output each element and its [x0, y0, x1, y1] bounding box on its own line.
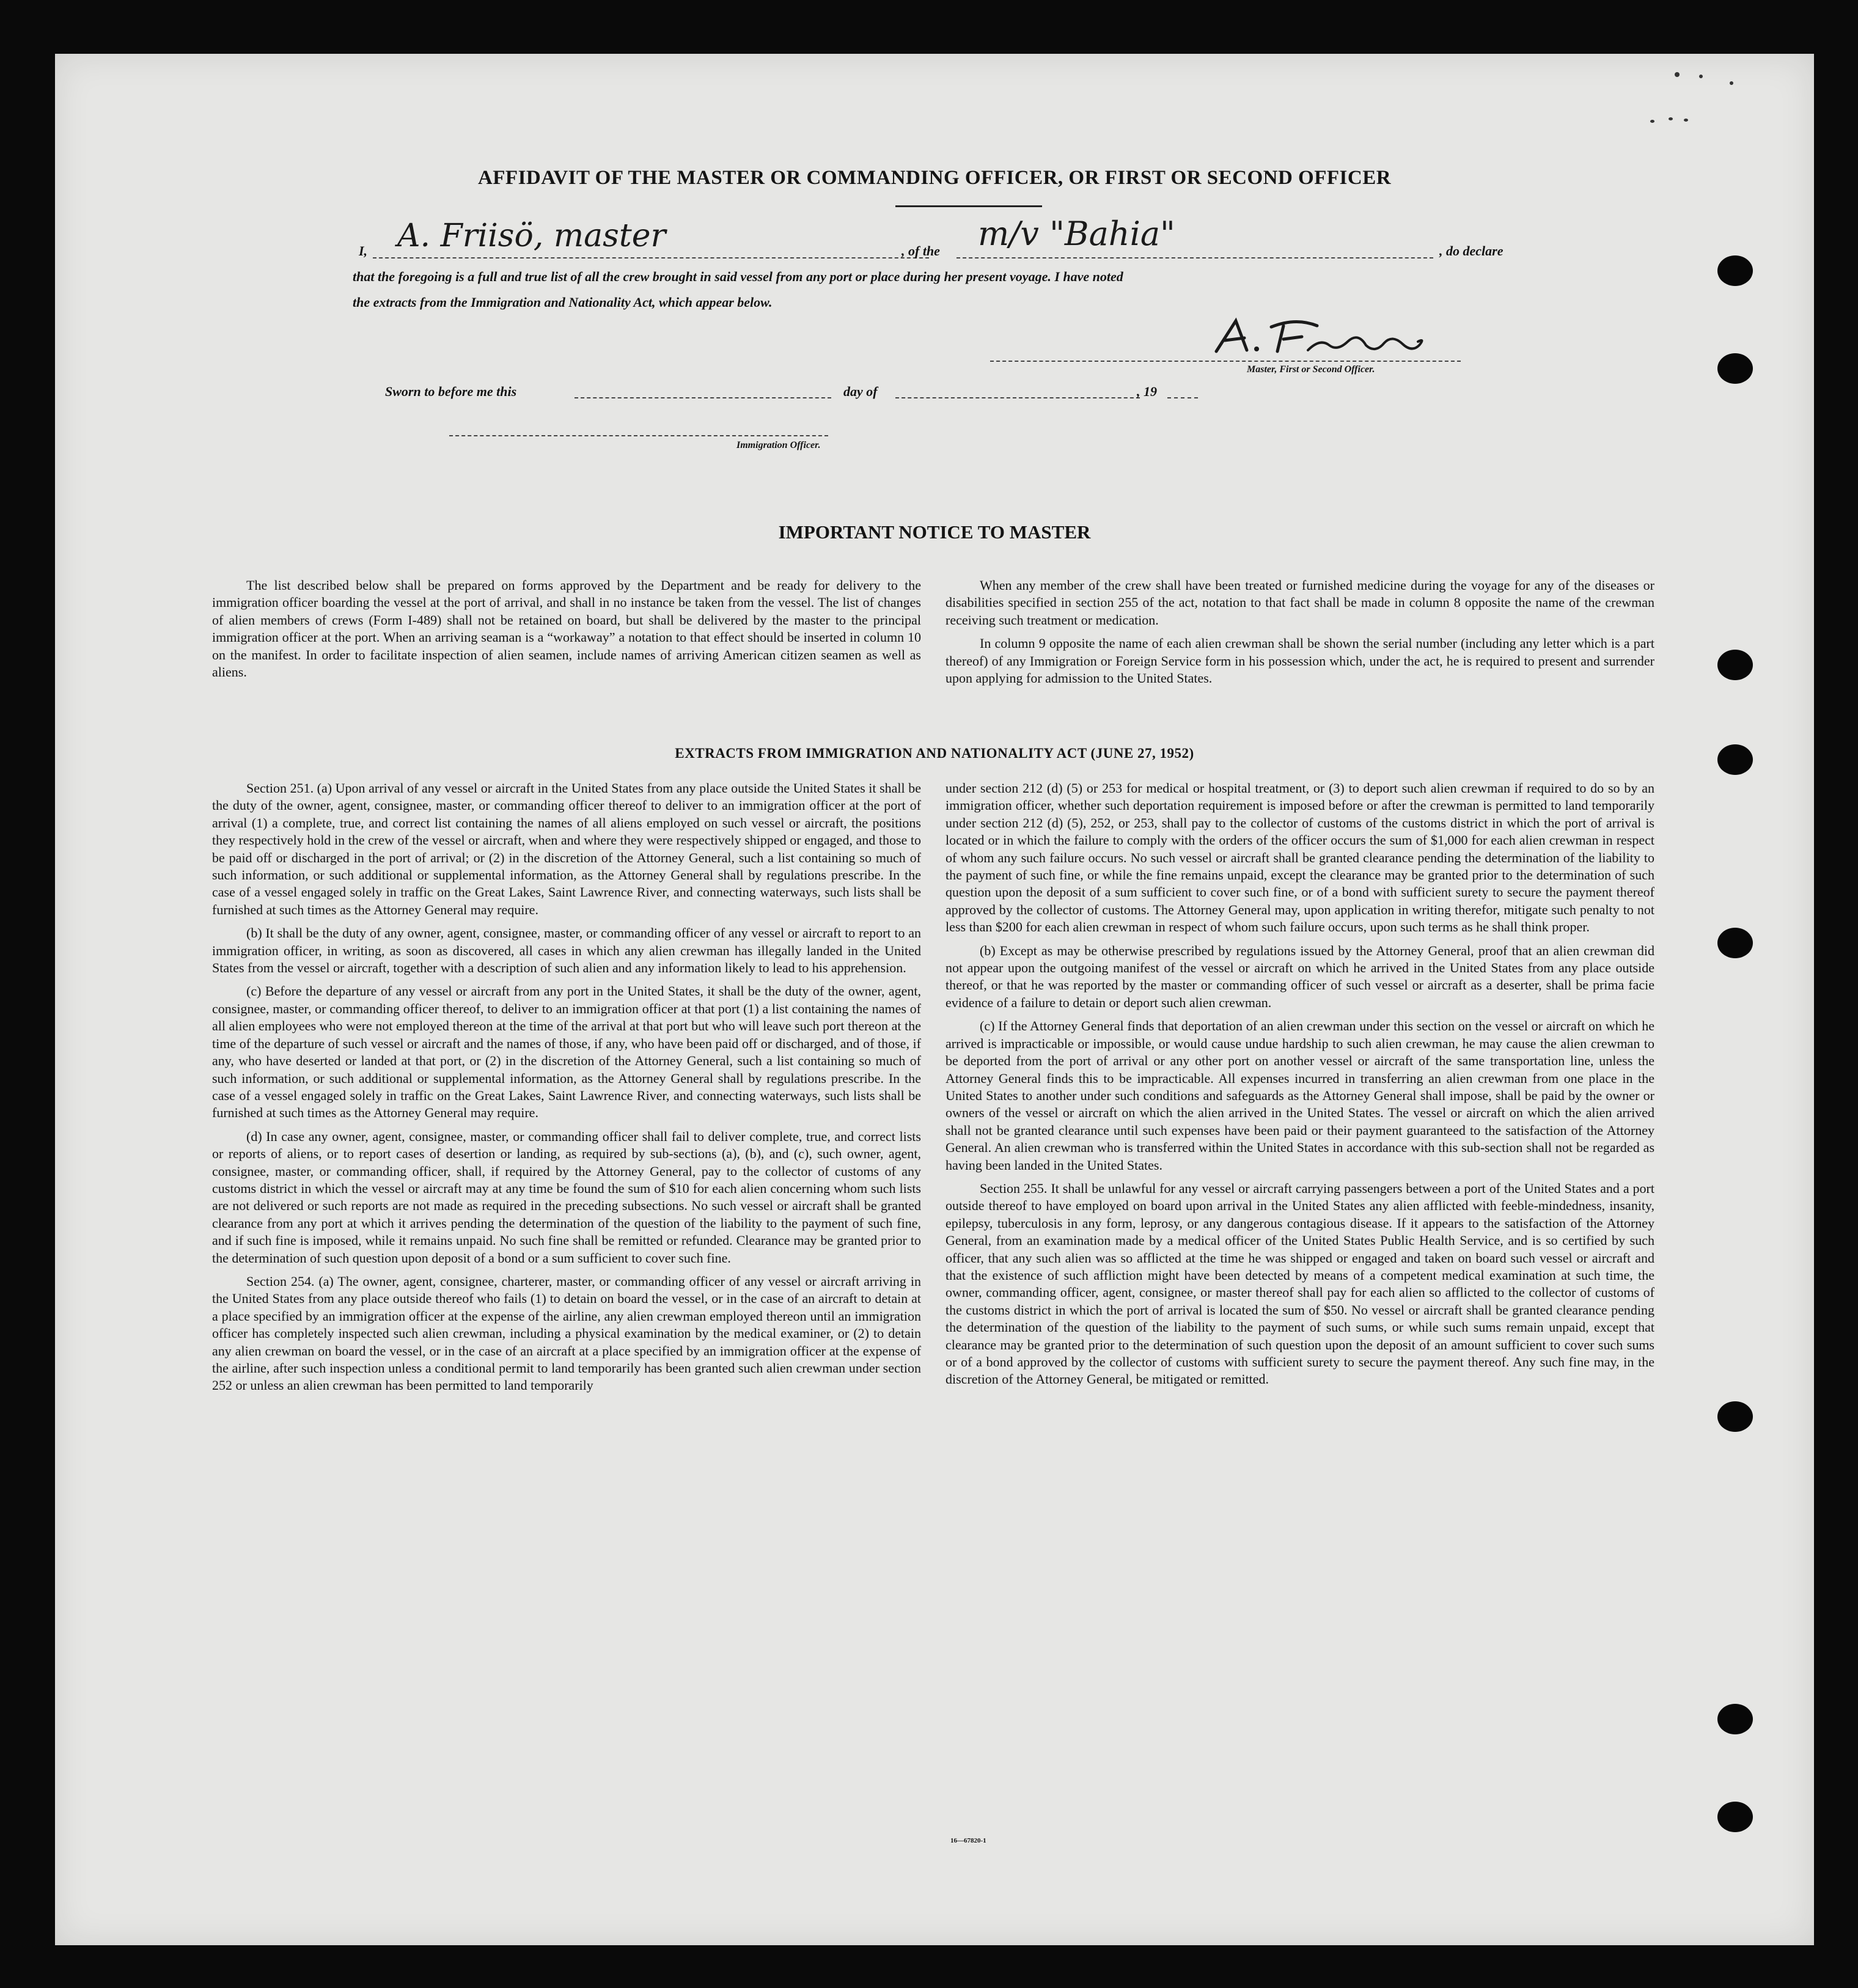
speck [1730, 81, 1733, 85]
section-254-c: (c) If the Attorney General finds that deportation of an alien crewman under this section on the vessel or aircraft on which he arrived is impracticable or impossible, or would cause undue hardship to such alien crewman, he may cause the alien crewman to be deported from the port of arrival or any other port on another vessel or aircraft of the same transportation line, unless the Attorney General finds this to be impracticable. All expenses incurred in transferring an alien crewman from one place in the United States to another under such conditions and safeguards as the Attorney General shall impose, shall be paid by the owner or owners of the vessel or aircraft on which the alien arrived in the United States. The vessel or aircraft on which the alien arrived shall not be granted clearance until such expenses have been paid or their payment guaranteed to the satisfaction of the Attorney General. An alien crewman who is transferred within the United States in accordance with this sub-section shall not be regarded as having been landed in the United States. [946, 1018, 1654, 1173]
vessel-line [957, 257, 1433, 259]
section-255: Section 255. It shall be unlawful for any vessel or aircraft carrying passengers between a port of the United States and a port outside thereof to have employed on board upon arrival in the United States any alien afflicted with feeble-mindedness, insanity, epilepsy, tuberculosis in any form, leprosy, or any dangerous contagious disease. If it appears to the satisfaction of the Attorney General, from an examination made by a medical officer of the United States Public Health Service, and is so certified by such officer, that any such alien was so afflicted at the time he was shipped or engaged and taken on board such vessel or aircraft and that the existence of such affliction might have been detected by means of a competent medical examination at such time, the owner, commanding officer, agent, consignee, or master thereof shall pay for each alien so afflicted to the collector of customs of the customs district in which the port of arrival is located the sum of $50. No vessel or aircraft shall be granted clearance pending the determination of the question of the liability to the payment of such sums, or while such sums remain unpaid, except that clearance may be granted prior to the determination of such question upon the deposit of an amount sufficient to cover such sums or of a bond approved by the collector of customs with sufficient surety to secure the payment thereof. Any such fine may, in the discretion of the Attorney General, be mitigated or remitted. [946, 1180, 1654, 1387]
of-the-label: , of the [901, 243, 940, 259]
handwritten-name: A. Friisö, master [397, 218, 666, 254]
officer-caption: Immigration Officer. [736, 440, 821, 450]
do-declare-label: , do declare [1439, 243, 1504, 259]
sworn-label: Sworn to before me this [385, 384, 517, 399]
year-label: , 19 [1137, 384, 1157, 399]
officer-signature-line [449, 435, 828, 436]
punch-hole [1717, 650, 1753, 680]
notice-right-paragraph-1: When any member of the crew shall have been treated or furnished medicine during the voyage for any of the diseases or disabilities specified in section 255 of the act, notation to that fact shall be made in column 8 opposite the name of the crewman receiving such treatment or medication. [946, 578, 1654, 628]
affidavit-title: AFFIDAVIT OF THE MASTER OR COMMANDING OFFICER, OR FIRST OR SECOND OFFICER [477, 167, 1392, 189]
speck [1669, 117, 1673, 120]
notice-right-paragraph-2: In column 9 opposite the name of each alien crewman shall be shown the serial number (including any letter which is a part thereof) of any Immigration or Foreign Service form in his possession which, under the act, he is required to present and surrender upon applying for admission to the United States. [946, 636, 1654, 686]
sworn-day-line [575, 397, 831, 398]
punch-hole [1717, 255, 1753, 286]
title-rule [895, 205, 1042, 207]
speck [1675, 72, 1680, 77]
form-code: 16—67820-1 [950, 1837, 986, 1844]
punch-hole [1717, 1401, 1753, 1432]
affidavit-line-2: that the foregoing is a full and true list of all the crew brought in said vessel from any port or place during her present voyage. I have noted [353, 269, 1123, 284]
section-254-b: (b) Except as may be otherwise prescribed by regulations issued by the Attorney General, proof that an alien crewman did not appear upon the outgoing manifest of the vessel or aircraft on which he arrived in the United States from any place outside thereof, or that he was reported by the master or commanding officer of such vessel or aircraft as a deserter, shall be prima facie evidence of a failure to detain or deport such alien crewman. [946, 942, 1654, 1010]
name-line [373, 257, 929, 259]
document-page [55, 54, 1814, 1945]
affidavit-line-3: the extracts from the Immigration and Nationality Act, which appear below. [353, 295, 773, 310]
notice-title: IMPORTANT NOTICE TO MASTER [778, 521, 1091, 543]
section-251-c: (c) Before the departure of any vessel or aircraft from any port in the United States, it shall be the duty of the owner, agent, consignee, master, or commanding officer thereof, to deliver to an immigration officer at that port (1) a list containing the names of all alien employees who were not employed thereon at the time of the arrival at that port but who will leave such port thereon at the time of the departure of such vessel or aircraft and the names of those, if any, who have been paid off or discharged, and of those, if any, who have deserted or landed at that port, or (2) in the discretion of the Attorney General, such a list containing so much of such information, or such additional or supplemental information, as the Attorney General shall by regulations prescribe. In the case of a vessel engaged solely in traffic on the Great Lakes, Saint Lawrence River, and connecting waterways, such lists shall be furnished at such times as the Attorney General may require. [212, 983, 921, 1121]
notice-right-column [946, 577, 1654, 693]
extracts-title: EXTRACTS FROM IMMIGRATION AND NATIONALITY ACT (JUNE 27, 1952) [675, 746, 1194, 761]
handwritten-vessel: m/v "Bahia" [978, 215, 1175, 253]
punch-hole [1717, 744, 1753, 775]
section-254-a-continued: under section 212 (d) (5) or 253 for medical or hospital treatment, or (3) to deport such alien crewman if required to do so by an immigration officer, whether such deportation requirement is imposed before or after the crewman is permitted to land temporarily under section 212 (d) (5), 252, or 253, shall pay to the collector of customs of the customs district in which the port of arrival is located or in which the failure to comply with the orders of the officer occurs the sum of $1,000 for each alien crewman in respect of whom any such failure occurs. No such vessel or aircraft shall be granted clearance pending the determination of the liability to the payment of such fine, or while the fine remains unpaid, except the clearance may be granted prior to the determination of such question upon the deposit of a sum sufficient to cover such fine, or of a bond with sufficient surety to secure the payment thereof approved by the collector of customs. The Attorney General may, upon application in writing therefor, mitigate such penalty to not less than $200 for each alien crewman in respect of whom such failure occurs, upon such terms as he shall think proper. [946, 780, 1654, 935]
punch-hole [1717, 928, 1753, 958]
section-251-a: Section 251. (a) Upon arrival of any vessel or aircraft in the United States from any place outside the United States it shall be the duty of the owner, agent, consignee, master, or commanding officer thereof to deliver to an immigration officer at the port of arrival (1) a complete, true, and correct list containing the names of all aliens employed on such vessel or aircraft, the positions they respectively hold in the crew of the vessel or aircraft, when and where they were respectively shipped or engaged, and those to be paid off or discharged in the port of arrival; or (2) in the discretion of the Attorney General, such a list containing so much of such information, or such additional or supplemental information, as the Attorney General shall by regulations prescribe. In the case of a vessel engaged solely in traffic on the Great Lakes, Saint Lawrence River, and connecting waterways, such lists shall be furnished at such times as the Attorney General may require. [212, 780, 921, 917]
master-caption: Master, First or Second Officer. [1247, 364, 1375, 375]
speck [1650, 120, 1654, 123]
notice-left-paragraph: The list described below shall be prepared on forms approved by the Department and be ready for delivery to the immigration officer boarding the vessel at the port of arrival, and shall in no instance be taken from the vessel. The list of changes of alien members of crews (Form I-489) shall not be retained on board, but shall be delivered by the master to the principal immigration officer at the port. When an arriving seaman is a “workaway” a notation to that effect should be inserted in column 10 on the manifest. In order to facilitate inspection of alien seamen, include names of arriving American citizen seamen as well as aliens. [212, 578, 921, 680]
sworn-year-line [1167, 397, 1198, 398]
sworn-month-line [895, 397, 1140, 398]
signature-line [990, 361, 1461, 362]
speck [1699, 75, 1703, 78]
i-label: I, [359, 243, 368, 259]
day-of-label: day of [843, 384, 878, 399]
section-254-a: Section 254. (a) The owner, agent, consignee, charterer, master, or commanding officer of any vessel or aircraft arriving in the United States from any place outside thereof who fails (1) to detain on board the vessel, or in the case of an aircraft to detain at a place specified by an immigration officer at the expense of the airline, any alien crewman employed thereon until an immigration officer has completely inspected such alien crewman, including a physical examination by the medical examiner, or (2) to detain any alien crewman on board the vessel, or in the case of an aircraft at a place specified by an immigration officer at the expense of the airline, after such inspection unless a conditional permit to land temporarily has been granted such alien crewman under section 252 or unless an alien crewman has been permitted to land temporarily [212, 1273, 921, 1393]
punch-hole [1717, 353, 1753, 384]
master-signature [1198, 314, 1455, 362]
extracts-right-column [946, 780, 1654, 1395]
punch-hole [1717, 1802, 1753, 1832]
notice-left-column [212, 577, 921, 687]
section-251-d: (d) In case any owner, agent, consignee, master, or commanding officer shall fail to deliver complete, true, and correct lists or reports of aliens, or to report cases of desertion or landing, as required by sub-sections (a), (b), and (c), such owner, agent, consignee, master, or commanding officer, shall, if required by the Attorney General, pay to the collector of customs of any customs district in which the vessel or aircraft may at any time be found the sum of $10 for each alien concerning whom such lists are not delivered or such reports are not made as required in the preceding subsections. No such vessel or aircraft shall be granted clearance from any port at which it arrives pending the determination of the question of the liability to the payment of such fine, and if such fine is imposed, while it remains unpaid. No such fine shall be remitted or refunded. Clearance may be granted prior to the determination of such question upon deposit of a bond or a sum sufficient to cover such fine. [212, 1128, 921, 1266]
speck [1684, 119, 1688, 122]
section-251-b: (b) It shall be the duty of any owner, agent, consignee, master, or commanding officer of any vessel or aircraft to report to an immigration officer, in writing, as soon as discovered, all cases in which any alien crewman has illegally landed in the United States from the vessel or aircraft, together with a description of such alien and any information likely to lead to his apprehension. [212, 925, 921, 976]
punch-hole [1717, 1704, 1753, 1734]
extracts-left-column [212, 780, 921, 1401]
